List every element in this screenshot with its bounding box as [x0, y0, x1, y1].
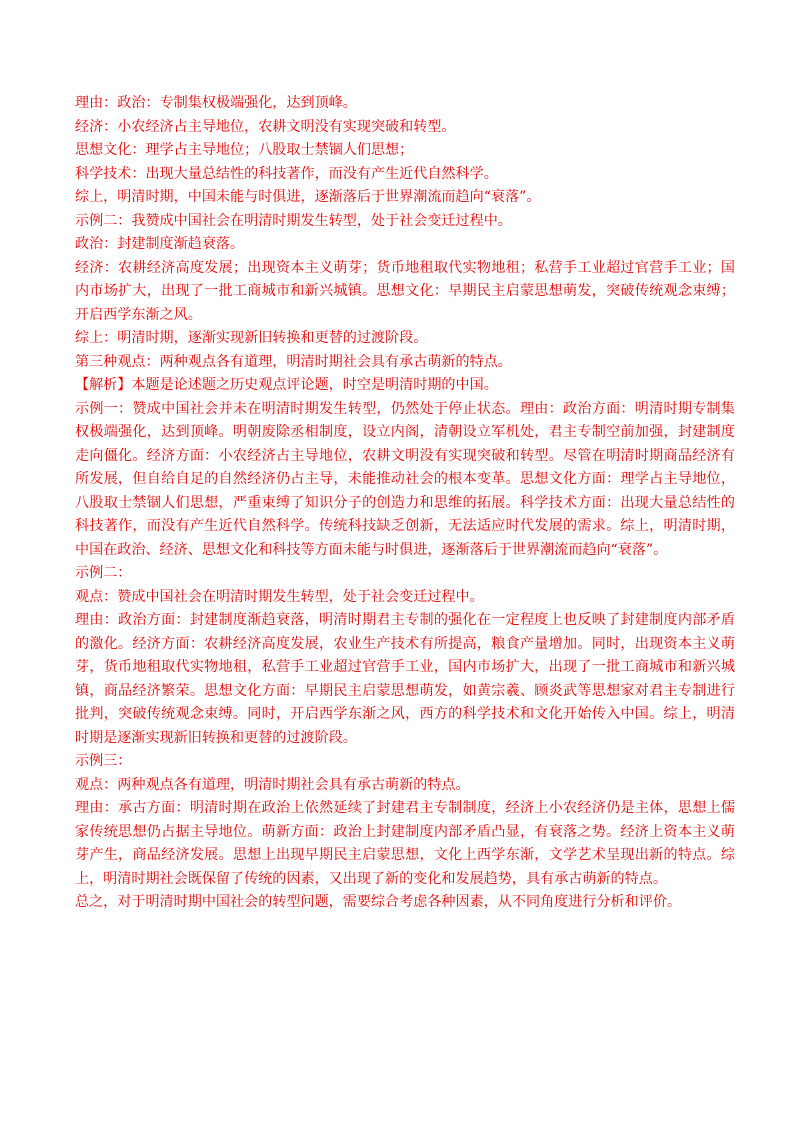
- paragraph-example-two-intro: 示例二：我赞成中国社会在明清时期发生转型，处于社会变迁过程中。: [75, 212, 512, 229]
- paragraph-summary-transition: 综上：明清时期，逐渐实现新旧转换和更替的过渡阶段。: [75, 330, 428, 346]
- paragraph-politics-decline: 政治：封建制度渐趋衰落。: [75, 236, 245, 252]
- paragraph-example-three-label: 示例三：: [75, 753, 132, 769]
- paragraph-conclusion: 总之，对于明清时期中国社会的转型问题，需要综合考虑各种因素，从不同角度进行分析和评价。: [75, 894, 682, 910]
- paragraph-summary-decline: 综上，明清时期，中国未能与时俱进，逐渐落后于世界潮流而趋向“衰落”。: [75, 189, 541, 205]
- paragraph-example-one: 示例一：赞成中国社会并未在明清时期发生转型，仍然处于停止状态。理由：政治方面：明清时期专制集权极端强化，达到顶峰。明朝废除丞相制度，设立内阁，清朝设立军机处，君主专制空前加强，封建制度走向僵化。经济方面：小农经济占主导地位，农耕文明没有实现突破和转型。尽管在明清时期商品经济有所发展，但自给自足的自然经济仍占主导，未能推动社会的根本变革。思想文化方面：理学占主导地位，八股取士禁锢人们思想，严重束缚了知识分子的创造力和思维的拓展。科学技术方面：出现大量总结性的科技著作，而没有产生近代自然科学。传统科技缺乏创新，无法适应时代发展的需求。综上，明清时期，中国在政治、经济、思想文化和科技等方面未能与时俱进，逐渐落后于世界潮流而趋向“衰落”。: [75, 400, 735, 558]
- paragraph-economy: 经济：小农经济占主导地位，农耕文明没有实现突破和转型。: [75, 118, 456, 135]
- paragraph-example-three-view: 观点：两种观点各有道理，明清时期社会具有承古萌新的特点。: [75, 776, 470, 793]
- paragraph-reason-intro: 理由：政治：专制集权极端强化，达到顶峰。: [75, 95, 357, 111]
- paragraph-economy-transition: 经济：农耕经济高度发展；出现资本主义萌芽；货币地租取代实物地租；私营手工业超过官营手工业；国内市场扩大，出现了一批工商城市和新兴城镇。思想文化：早期民主启蒙思想萌发，突破传统观念束缚；开启西学东渐之风。: [75, 259, 735, 323]
- paragraph-analysis-heading: 【解析】本题是论述题之历史观点评论题，时空是明清时期的中国。: [75, 377, 498, 393]
- paragraph-example-two-label: 示例二：: [75, 565, 132, 581]
- paragraph-example-two-reason: 理由：政治方面：封建制度渐趋衰落，明清时期君主专制的强化在一定程度上也反映了封建制度内部矛盾的激化。经济方面：农耕经济高度发展，农业生产技术有所提高，粮食产量增加。同时，出现资本主义萌芽，货币地租取代实物地租，私营手工业超过官营手工业，国内市场扩大，出现了一批工商城市和新兴城镇，商品经济繁荣。思想文化方面：早期民主启蒙思想萌发，如黄宗羲、顾炎武等思想家对君主专制进行批判，突破传统观念束缚。同时，开启西学东渐之风，西方的科学技术和文化开始传入中国。综上，明清时期是逐渐实现新旧转换和更替的过渡阶段。: [75, 612, 735, 746]
- document-body: [75, 92, 735, 915]
- paragraph-example-two-view: 观点：赞成中国社会在明清时期发生转型，处于社会变迁过程中。: [75, 588, 484, 605]
- paragraph-thought-culture: 思想文化：理学占主导地位；八股取士禁锢人们思想；: [75, 142, 414, 158]
- paragraph-example-three-reason: 理由：承古方面：明清时期在政治上依然延续了封建君主专制制度，经济上小农经济仍是主体，思想上儒家传统思想仍占据主导地位。萌新方面：政治上封建制度内部矛盾凸显，有衰落之势。经济上资本主义萌芽产生，商品经济发展。思想上出现早期民主启蒙思想，文化上西学东渐，文学艺术呈现出新的特点。综上，明清时期社会既保留了传统的因素，又出现了新的变化和发展趋势，具有承古萌新的特点。: [75, 800, 735, 887]
- paragraph-science-tech: 科学技术：出现大量总结性的科技著作，而没有产生近代自然科学。: [75, 165, 498, 182]
- paragraph-third-view: 第三种观点：两种观点各有道理，明清时期社会具有承古萌新的特点。: [75, 353, 512, 370]
